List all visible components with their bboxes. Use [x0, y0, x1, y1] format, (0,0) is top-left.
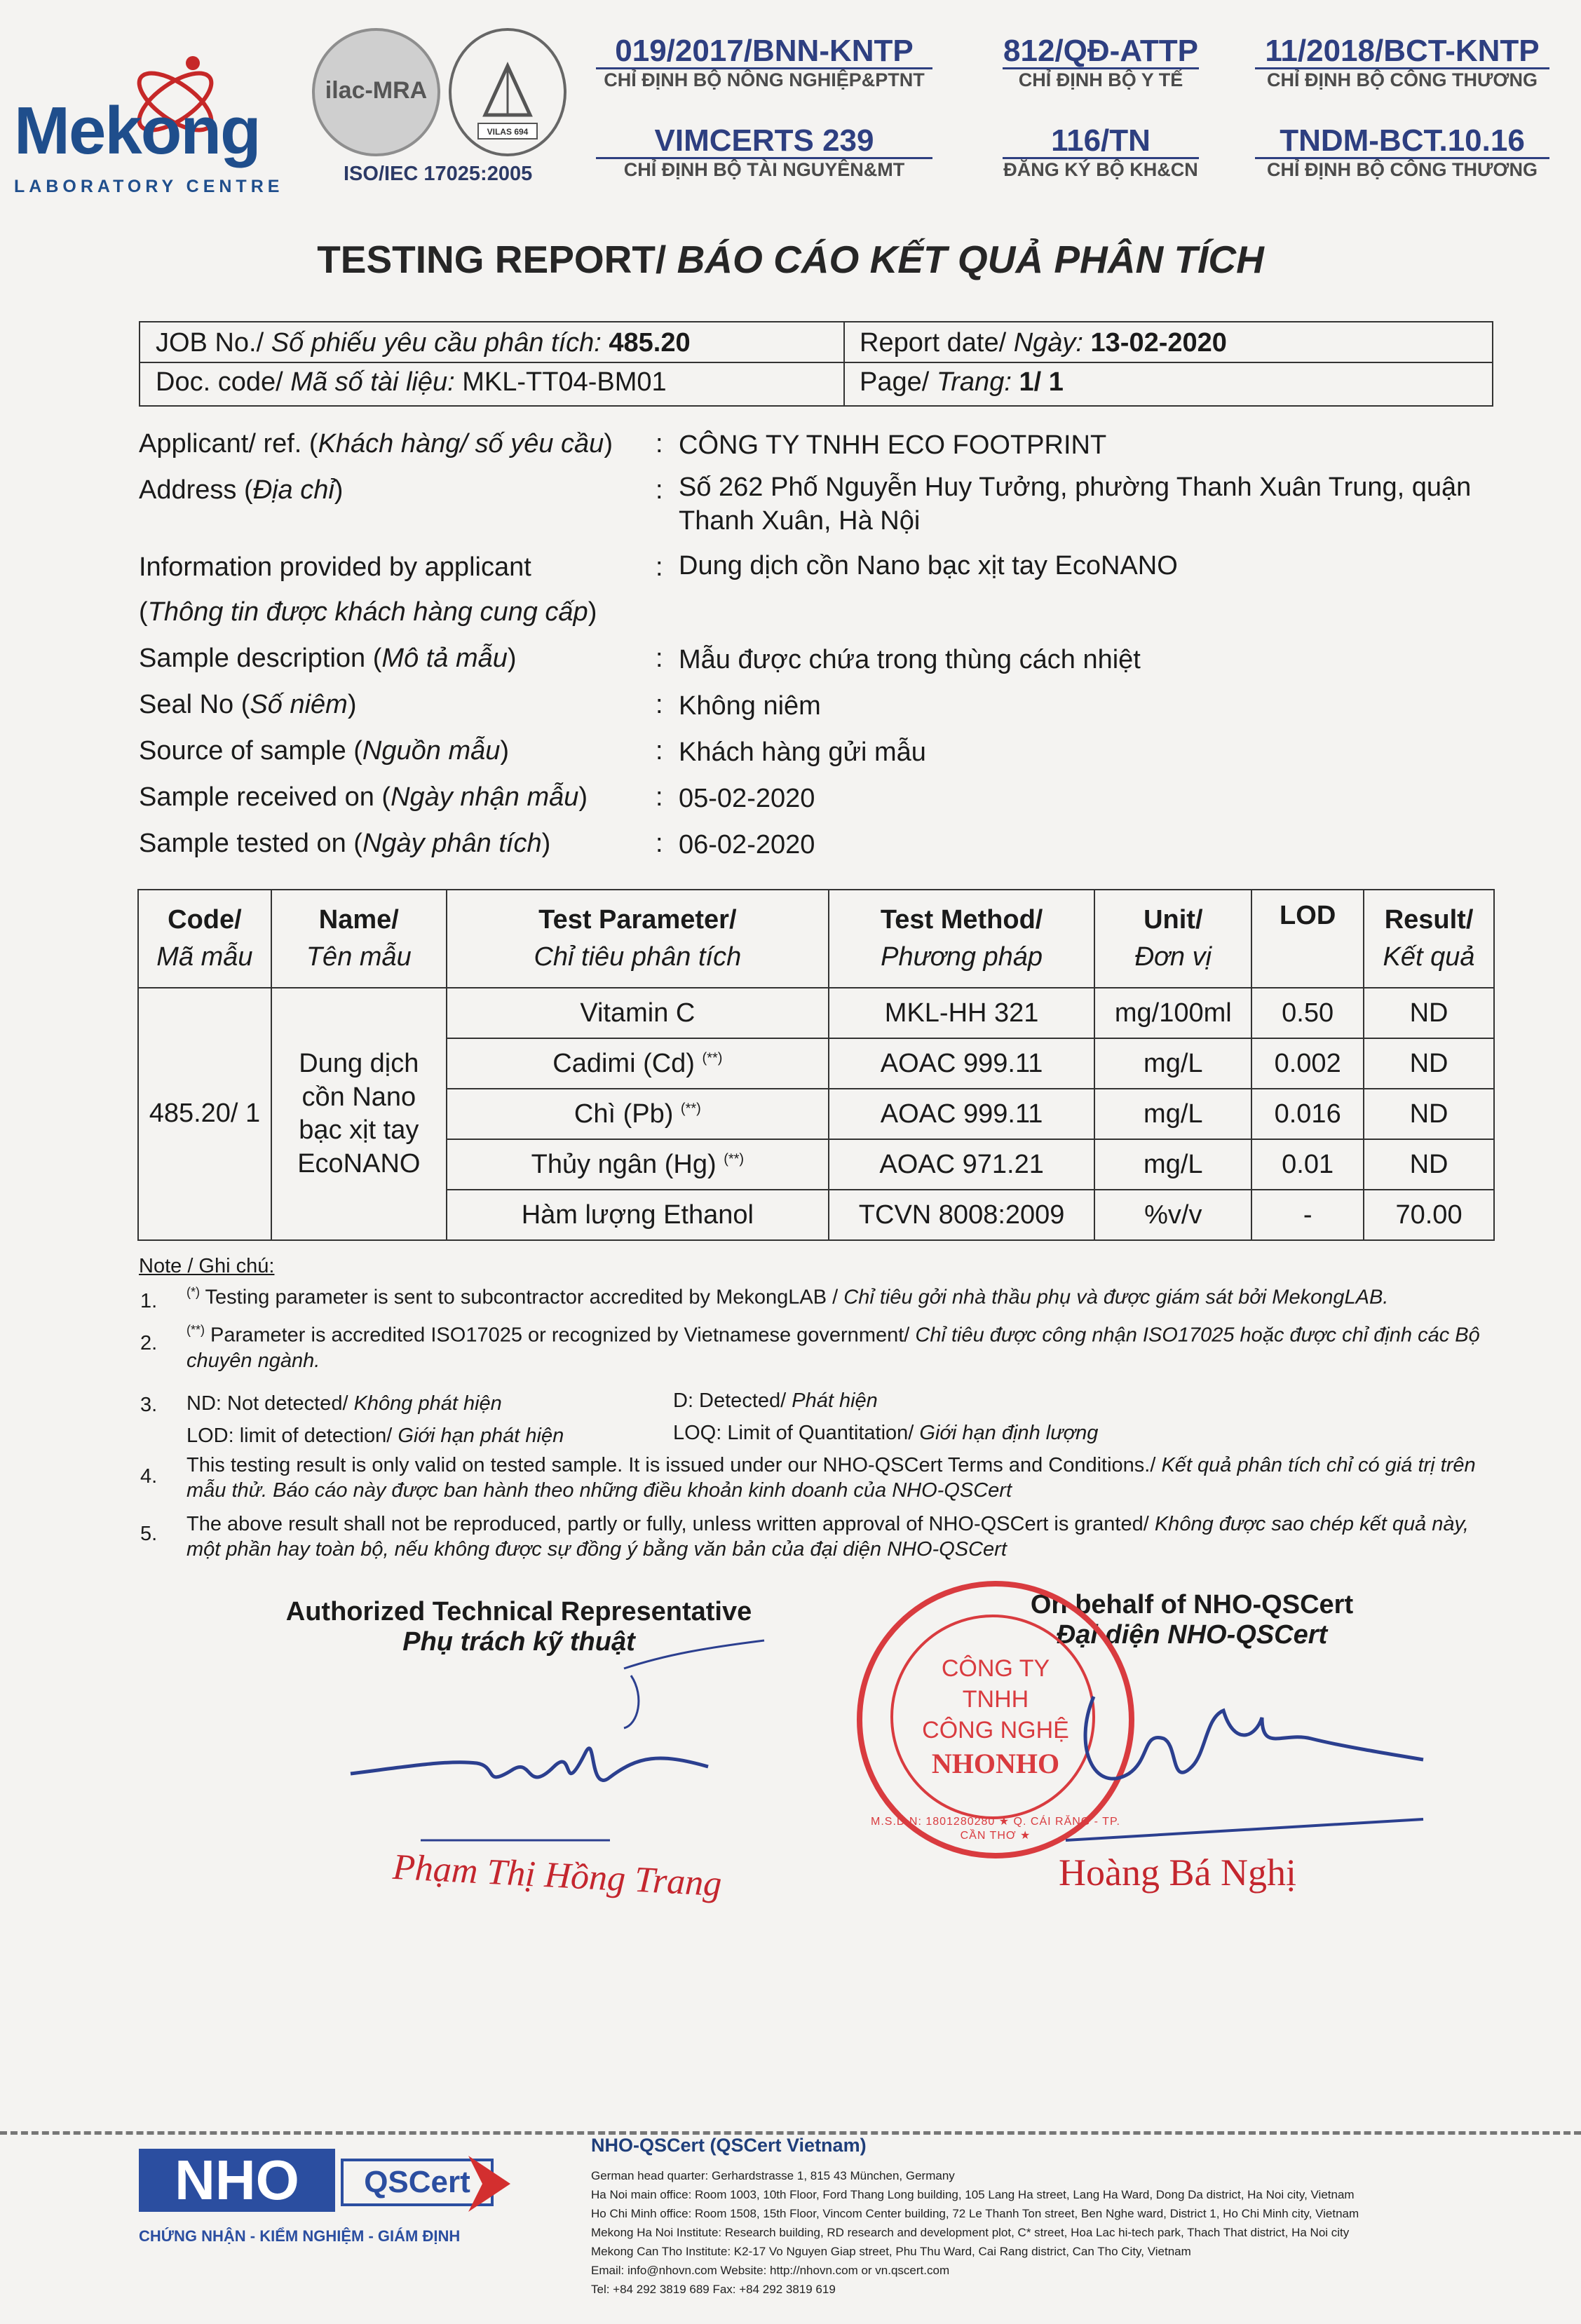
lod-cell: - — [1251, 1190, 1364, 1240]
col-header: Name/ Tên mẫu — [271, 890, 447, 988]
footer-line: Mekong Ha Noi Institute: Research building, RD research and development plot, C* street, Hoa Lac hi-tech park, Thach That district, Ha Noi city — [591, 2226, 1350, 2239]
footer-contact[interactable]: Email: info@nhovn.com Website: http://nhovn.com or vn.qscert.com — [591, 2264, 950, 2277]
col-header: Test Method/ Phương pháp — [829, 890, 1094, 988]
footer-phone: Tel: +84 292 3819 689 Fax: +84 292 3819 619 — [591, 2283, 836, 2296]
accreditation-seal — [449, 28, 566, 156]
doc-code — [156, 367, 667, 397]
qscert-logo-text: QSCert — [341, 2159, 494, 2206]
footer-line: Mekong Can Tho Institute: K2-17 Vo Nguyen Giap street, Phu Thu Ward, Cai Rang district, Can Tho City, Vietnam — [591, 2245, 1191, 2258]
unit-cell: mg/L — [1094, 1038, 1251, 1089]
tested-value: 06-02-2020 — [679, 830, 815, 859]
info-row-label: Source of sample (Nguồn mẫu) — [139, 736, 510, 766]
method-cell: AOAC 999.11 — [829, 1038, 1094, 1089]
seal-no-value: Không niêm — [679, 691, 821, 721]
cert-block-5 — [975, 125, 1227, 181]
note-3a: ND: Not detected/ Không phát hiện — [186, 1392, 502, 1415]
boa-code: VILAS 694 — [487, 127, 529, 137]
left-signature-icon — [344, 1626, 792, 1851]
result-cell: ND — [1364, 988, 1494, 1038]
cert-desc: ĐĂNG KÝ BỘ KH&CN — [1003, 159, 1198, 181]
page-value: 1/ 1 — [1019, 367, 1064, 397]
company-stamp: CÔNG TY TNHH CÔNG NGHỆ NHONHO M.S.D.N: 1801280280 ★ Q. CÁI RĂNG - TP. CẦN THƠ ★ — [857, 1581, 1134, 1858]
page-label-vi: Trang: — [936, 367, 1012, 397]
doc-label: Doc. code/ — [156, 367, 291, 397]
col-header: Result/ Kết quả — [1364, 890, 1494, 988]
col-header: Test Parameter/ Chỉ tiêu phân tích — [447, 890, 829, 988]
red-arrow-icon — [468, 2149, 524, 2219]
info-row-label: Applicant/ ref. (Khách hàng/ số yêu cầu) — [139, 429, 613, 458]
info-row-label: (Thông tin được khách hàng cung cấp) — [139, 597, 597, 627]
nho-qscert-logo — [139, 2142, 531, 2254]
job-value: 485.20 — [609, 328, 691, 358]
cert-block-2 — [975, 35, 1227, 91]
cert-code: 019/2017/BNN-KNTP — [596, 35, 932, 69]
col-header: Code/ Mã mẫu — [138, 890, 271, 988]
info-row-label: Sample tested on (Ngày phân tích) — [139, 829, 551, 858]
method-cell: MKL-HH 321 — [829, 988, 1094, 1038]
logo-wordmark: Mekong — [14, 93, 260, 168]
col-header: Unit/ Đơn vị — [1094, 890, 1251, 988]
info-row-label: Information provided by applicant — [139, 552, 531, 582]
note-3d: LOQ: Limit of Quantitation/ Giới hạn định lượng — [673, 1422, 1099, 1444]
lod-cell: 0.002 — [1251, 1038, 1364, 1089]
job-label: JOB No./ — [156, 328, 271, 358]
results-table — [137, 889, 1495, 1241]
note-3c: LOD: limit of detection/ Giới hạn phát hiện — [186, 1425, 564, 1447]
report-date — [860, 328, 1227, 358]
cert-code: 11/2018/BCT-KNTP — [1255, 35, 1549, 69]
footer-line: Ho Chi Minh office: Room 1508, 15th Floor, Vincom Center building, 72 Le Thanh Ton street, Ben Nghe ward, District 1, Ho Chi Minh city, Vietnam — [591, 2207, 1359, 2220]
info-row-label: Seal No (Số niêm) — [139, 690, 357, 719]
job-label-vi: Số phiếu yêu cầu phân tích: — [271, 328, 602, 358]
unit-cell: %v/v — [1094, 1190, 1251, 1240]
result-cell: ND — [1364, 1089, 1494, 1139]
right-signatory-name: Hoàng Bá Nghị — [1059, 1851, 1296, 1894]
param-cell: Vitamin C — [447, 988, 829, 1038]
note-1: (*) Testing parameter is sent to subcontractor accredited by MekongLAB / Chỉ tiêu gởi nhà thầu phụ và được giám sát bởi MekongLAB. — [186, 1285, 1389, 1309]
note-3b: D: Detected/ Phát hiện — [673, 1389, 878, 1412]
lod-cell: 0.01 — [1251, 1139, 1364, 1190]
sample-code-cell: 485.20/ 1 — [138, 988, 271, 1240]
param-cell: Hàm lượng Ethanol — [447, 1190, 829, 1240]
footer-line: German head quarter: Gerhardstrasse 1, 815 43 München, Germany — [591, 2169, 955, 2182]
footer-company-name: NHO-QSCert (QSCert Vietnam) — [591, 2135, 867, 2156]
cert-code: 116/TN — [1003, 125, 1199, 159]
nho-logo-text: NHO — [139, 2149, 335, 2212]
left-signatory-name: Phạm Thị Hồng Trang — [391, 1847, 723, 1905]
cert-desc: CHỈ ĐỊNH BỘ CÔNG THƯƠNG — [1267, 159, 1538, 181]
received-value: 05-02-2020 — [679, 784, 815, 813]
page-label: Page/ — [860, 367, 937, 397]
report-date-label-vi: Ngày: — [1013, 328, 1083, 358]
mekong-logo — [14, 28, 284, 196]
info-provided-value: Dung dịch cồn Nano bạc xịt tay EcoNANO — [679, 551, 1178, 580]
param-cell: Chì (Pb) (**) — [447, 1089, 829, 1139]
unit-cell: mg/100ml — [1094, 988, 1251, 1038]
left-signatory-title: Authorized Technical Representative Phụ trách kỹ thuật — [285, 1597, 752, 1657]
result-cell: ND — [1364, 1038, 1494, 1089]
doc-label-vi: Mã số tài liệu: — [290, 367, 455, 397]
page-number — [860, 367, 1064, 397]
method-cell: AOAC 971.21 — [829, 1139, 1094, 1190]
stamp-ring-text: M.S.D.N: 1801280280 ★ Q. CÁI RĂNG - TP. CẦN THƠ ★ — [871, 1816, 1120, 1842]
result-cell: ND — [1364, 1139, 1494, 1190]
info-row-label: Address (Địa chỉ) — [139, 475, 344, 505]
param-cell: Thủy ngân (Hg) (**) — [447, 1139, 829, 1190]
table-header-row — [138, 890, 1494, 988]
cert-desc: CHỈ ĐỊNH BỘ Y TẾ — [1018, 69, 1183, 91]
info-row-label: Sample description (Mô tả mẫu) — [139, 644, 517, 673]
method-cell: AOAC 999.11 — [829, 1089, 1094, 1139]
logo-subtitle: LABORATORY CENTRE — [14, 177, 284, 196]
cert-block-4 — [568, 125, 961, 181]
cert-block-6 — [1241, 125, 1563, 181]
note-2: (**) Parameter is accredited ISO17025 or recognized by Vietnamese government/ Chỉ tiêu được công nhận ISO17025 hoặc được chỉ định các Bộ chuyên ngành. — [186, 1323, 1480, 1372]
cert-desc: CHỈ ĐỊNH BỘ NÔNG NGHIỆP&PTNT — [604, 69, 925, 91]
note-5: The above result shall not be reproduced, partly or fully, unless written approval of NHO-QSCert is granted/ Không được sao chép kết quả này, một phần hay toàn bộ, nếu không được sự đồng ý bằng văn bản của đại diện NHO-QSCert — [186, 1513, 1469, 1561]
unit-cell: mg/L — [1094, 1139, 1251, 1190]
right-signature-icon — [1031, 1690, 1437, 1844]
cert-desc: CHỈ ĐỊNH BỘ TÀI NGUYÊN&MT — [623, 159, 905, 181]
report-date-label: Report date/ — [860, 328, 1014, 358]
nho-tagline: CHỨNG NHẬN - KIỂM NGHIỆM - GIÁM ĐỊNH — [139, 2227, 461, 2245]
job-number — [156, 328, 691, 358]
cert-code: VIMCERTS 239 — [596, 125, 932, 159]
table-row — [138, 988, 1494, 1038]
notes-heading: Note / Ghi chú: — [139, 1255, 275, 1277]
cert-block-1 — [568, 35, 961, 91]
applicant-value: CÔNG TY TNHH ECO FOOTPRINT — [679, 430, 1107, 460]
note-4: This testing result is only valid on tested sample. It is issued under our NHO-QSCert Terms and Conditions./ Kết quả phân tích chỉ có giá trị trên mẫu thử. Báo cáo này được ban hành theo những điều khoản kinh doanh của NHO-QSCert — [186, 1454, 1476, 1502]
report-date-value: 13-02-2020 — [1090, 328, 1227, 358]
report-info-box — [139, 321, 1493, 407]
result-cell: 70.00 — [1364, 1190, 1494, 1240]
lod-cell: 0.50 — [1251, 988, 1364, 1038]
sample-name-cell: Dung dịch cồn Nano bạc xịt tay EcoNANO — [271, 988, 447, 1240]
unit-cell: mg/L — [1094, 1089, 1251, 1139]
col-header: LOD — [1251, 890, 1364, 988]
ilac-label: ilac-MRA — [325, 77, 428, 104]
iso-standard: ISO/IEC 17025:2005 — [344, 163, 533, 185]
param-cell: Cadimi (Cd) (**) — [447, 1038, 829, 1089]
right-signatory-title: On behalf of NHO-QSCert Đại diện NHO-QSCert — [1030, 1590, 1354, 1650]
source-value: Khách hàng gửi mẫu — [679, 738, 926, 767]
accreditation-seal-icon — [452, 31, 564, 154]
lod-cell: 0.016 — [1251, 1089, 1364, 1139]
ilac-mra-seal — [312, 28, 440, 156]
sample-description-value: Mẫu được chứa trong thùng cách nhiệt — [679, 645, 1141, 674]
method-cell: TCVN 8008:2009 — [829, 1190, 1094, 1240]
report-title — [0, 237, 1581, 282]
address-value: Số 262 Phố Nguyễn Huy Tưởng, phường Thanh Xuân Trung, quận Thanh Xuân, Hà Nội — [679, 473, 1472, 536]
cert-desc: CHỈ ĐỊNH BỘ CÔNG THƯƠNG — [1267, 69, 1538, 91]
title-en: TESTING REPORT/ — [317, 238, 677, 281]
title-vi: BÁO CÁO KẾT QUẢ PHÂN TÍCH — [677, 238, 1264, 281]
footer-line: Ha Noi main office: Room 1003, 10th Floor, Ford Thang Long building, 105 Lang Ha street, Lang Ha Ward, Dong Da district, Ha Noi city, Vietnam — [591, 2188, 1355, 2201]
cert-block-3 — [1241, 35, 1563, 91]
info-row-label: Sample received on (Ngày nhận mẫu) — [139, 782, 588, 812]
doc-value: MKL-TT04-BM01 — [462, 367, 667, 397]
cert-code: TNDM-BCT.10.16 — [1255, 125, 1549, 159]
cert-code: 812/QĐ-ATTP — [1003, 35, 1199, 69]
